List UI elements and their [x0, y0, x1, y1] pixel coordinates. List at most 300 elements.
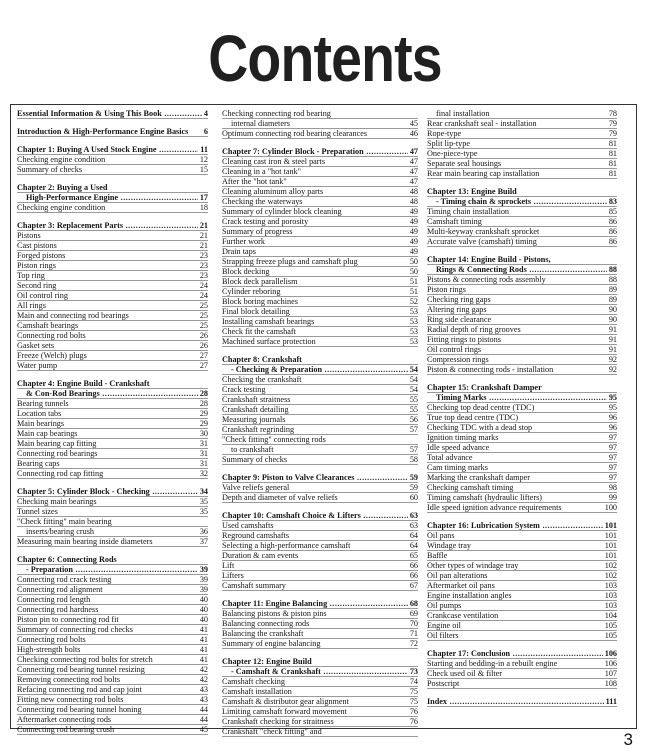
- toc-entry-title: Chapter 12: Engine Build: [222, 657, 312, 666]
- toc-entry: [222, 385, 418, 395]
- toc-entry-page: 39: [199, 585, 208, 594]
- toc-entry-page: 75: [409, 697, 418, 706]
- toc-entry: [427, 679, 617, 689]
- toc-entry-page: 59: [409, 483, 418, 492]
- toc-entry-title: - Checking & Preparation .....: [222, 365, 408, 374]
- toc-entry-title: Crankshaft regrinding: [222, 425, 295, 434]
- toc-chapter-heading: [17, 379, 208, 389]
- toc-entry-title: Rings & Connecting Rods .....: [427, 265, 607, 274]
- toc-entry-title: True top dead centre (TDC): [427, 413, 519, 422]
- toc-chapter-heading: [222, 355, 418, 365]
- toc-entry: [17, 655, 208, 665]
- toc-entry: [222, 435, 418, 445]
- toc-entry-title: Split lip-type: [427, 139, 470, 148]
- toc-entry-title: Crack testing: [222, 385, 266, 394]
- toc-entry-title: Compression rings: [427, 355, 489, 364]
- toc-entry-page: 102: [604, 571, 617, 580]
- toc-entry-title: Fitting rings to pistons: [427, 335, 501, 344]
- toc-entry: [17, 595, 208, 605]
- toc-entry-title: Connecting rod crack testing: [17, 575, 112, 584]
- toc-entry-page: 21: [199, 221, 208, 230]
- toc-entry-page: 99: [608, 493, 617, 502]
- toc-entry-page: 55: [409, 395, 418, 404]
- toc-entry: [222, 307, 418, 317]
- toc-entry-title: Aftermarket oil pans: [427, 581, 495, 590]
- toc-entry-page: 54: [409, 385, 418, 394]
- toc-entry: [17, 665, 208, 675]
- toc-entry-page: [416, 727, 418, 736]
- toc-entry-page: 39: [199, 575, 208, 584]
- toc-entry: [222, 551, 418, 561]
- toc-entry-page: 24: [199, 291, 208, 300]
- toc-entry: [17, 537, 208, 547]
- toc-entry-page: 73: [409, 667, 418, 676]
- toc-entry-page: 48: [409, 197, 418, 206]
- toc-entry: [17, 695, 208, 705]
- toc-entry-page: 101: [604, 541, 617, 550]
- toc-entry-title: Timing camshaft (hydraulic lifters): [427, 493, 542, 502]
- toc-entry-title: Second ring: [17, 281, 57, 290]
- toc-entry-title: Crankshaft checking for straitness: [222, 717, 334, 726]
- toc-entry-page: 97: [608, 463, 617, 472]
- toc-entry-title: Other types of windage tray: [427, 561, 519, 570]
- toc-entry-page: 89: [608, 295, 617, 304]
- toc-entry-page: 59: [409, 473, 418, 482]
- toc-entry-page: 101: [604, 531, 617, 540]
- toc-gap: [427, 641, 617, 649]
- toc-entry-title: Checking engine condition: [17, 155, 106, 164]
- toc-entry: [427, 601, 617, 611]
- toc-entry-page: 86: [608, 237, 617, 246]
- toc-entry-page: 41: [199, 655, 208, 664]
- toc-entry-title: Lifters: [222, 571, 244, 580]
- toc-entry-title: Chapter 8: Crankshaft: [222, 355, 302, 364]
- toc-entry-page: 29: [199, 419, 208, 428]
- toc-entry: [222, 257, 418, 267]
- toc-entry-page: 81: [608, 149, 617, 158]
- toc-entry-page: 41: [199, 635, 208, 644]
- toc-entry-page: [206, 517, 208, 526]
- toc-entry: [17, 459, 208, 469]
- toc-entry-page: [615, 187, 617, 196]
- toc-entry: [427, 669, 617, 679]
- toc-entry: [222, 129, 418, 139]
- toc-chapter-heading: [222, 511, 418, 521]
- toc-entry-title: Camshaft timing: [427, 217, 482, 226]
- toc-entry: [222, 727, 418, 737]
- toc-entry: [222, 207, 418, 217]
- toc-entry-page: 47: [409, 177, 418, 186]
- toc-entry: [427, 561, 617, 571]
- toc-entry-title: Connecting rod hardness: [17, 605, 99, 614]
- toc-entry: [427, 463, 617, 473]
- toc-entry: [427, 493, 617, 503]
- toc-entry-title: Tunnel sizes: [17, 507, 58, 516]
- toc-entry-page: 55: [409, 405, 418, 414]
- toc-entry-page: [206, 379, 208, 388]
- toc-entry: [17, 625, 208, 635]
- toc-entry-page: 103: [604, 581, 617, 590]
- toc-entry-page: 81: [608, 139, 617, 148]
- toc-entry-page: 45: [199, 725, 208, 734]
- toc-entry-title: Chapter 4: Engine Build - Crankshaft: [17, 379, 150, 388]
- toc-entry: [427, 365, 617, 375]
- toc-entry: [17, 261, 208, 271]
- toc-entry: [427, 581, 617, 591]
- toc-entry: [222, 177, 418, 187]
- toc-entry-title: Accurate valve (camshaft) timing: [427, 237, 537, 246]
- toc-entry: [427, 355, 617, 365]
- toc-entry: [222, 455, 418, 465]
- toc-entry-title: Block boring machines: [222, 297, 298, 306]
- toc-entry-page: 25: [199, 311, 208, 320]
- toc-entry-page: 96: [608, 423, 617, 432]
- toc-entry-page: 95: [608, 403, 617, 412]
- toc-entry: [17, 409, 208, 419]
- toc-gap: [222, 465, 418, 473]
- toc-entry-title: Summary of engine balancing: [222, 639, 321, 648]
- toc-entry-page: 67: [409, 581, 418, 590]
- toc-entry-page: [206, 555, 208, 564]
- toc-entry-page: 97: [608, 433, 617, 442]
- toc-entry-page: 91: [608, 325, 617, 334]
- toc-entry-title: Oil pans: [427, 531, 455, 540]
- toc-entry-title: - Preparation .....: [17, 565, 198, 574]
- toc-entry: [427, 305, 617, 315]
- toc-entry-page: 53: [409, 307, 418, 316]
- toc-entry: [17, 507, 208, 517]
- toc-entry-page: 43: [199, 685, 208, 694]
- toc-entry: [427, 591, 617, 601]
- toc-entry-page: 63: [409, 511, 418, 520]
- toc-entry-title: Chapter 5: Cylinder Block - Checking .....: [17, 487, 198, 496]
- toc-entry: [222, 493, 418, 503]
- toc-gap: [427, 375, 617, 383]
- toc-entry-title: Removing connecting rod bolts: [17, 675, 121, 684]
- toc-entry: [222, 327, 418, 337]
- toc-entry-title: Measuring journals: [222, 415, 286, 424]
- toc-entry-title: Refacing connecting rod and cap joint: [17, 685, 142, 694]
- toc-entry-page: 35: [199, 507, 208, 516]
- toc-entry-page: 85: [608, 207, 617, 216]
- toc-entry-title: Aftermarket connecting rods: [17, 715, 112, 724]
- toc-chapter-heading: [427, 255, 617, 265]
- toc-entry: [17, 605, 208, 615]
- toc-entry-title: Lift: [222, 561, 235, 570]
- toc-entry: [17, 517, 208, 527]
- toc-entry-page: 104: [604, 611, 617, 620]
- contents-column-2: [222, 109, 418, 737]
- toc-entry-page: 36: [199, 527, 208, 536]
- toc-entry-page: 103: [604, 601, 617, 610]
- toc-entry-title: Summary of progress: [222, 227, 293, 236]
- toc-entry-page: 52: [409, 297, 418, 306]
- toc-entry-title: Chapter 1: Buying A Used Stock Engine .....: [17, 145, 198, 154]
- toc-entry-title: Pistons & connecting rods assembly: [427, 275, 546, 284]
- toc-entry-page: 96: [608, 413, 617, 422]
- toc-entry-page: 79: [608, 119, 617, 128]
- toc-entry: [17, 715, 208, 725]
- toc-entry: [17, 341, 208, 351]
- toc-entry-title: Crankcase ventilation: [427, 611, 499, 620]
- toc-entry: [222, 157, 418, 167]
- toc-entry: [17, 301, 208, 311]
- contents-column-3: [427, 109, 617, 707]
- toc-entry: [17, 449, 208, 459]
- toc-entry-title: Oil filters: [427, 631, 459, 640]
- toc-chapter-heading: [17, 109, 208, 119]
- toc-entry-page: 106: [604, 649, 617, 658]
- toc-entry-title: Valve reliefs general: [222, 483, 290, 492]
- toc-entry-title: Used camshafts: [222, 521, 274, 530]
- toc-chapter-heading: [222, 473, 418, 483]
- toc-entry-title: Cleaning in a "hot tank": [222, 167, 301, 176]
- toc-entry-title: Camshaft & distributor gear alignment: [222, 697, 349, 706]
- page-title: Contents: [208, 21, 442, 95]
- toc-entry: [427, 659, 617, 669]
- toc-entry-page: 71: [409, 629, 418, 638]
- toc-chapter-heading: [427, 265, 617, 275]
- toc-entry: [222, 687, 418, 697]
- toc-entry-title: Final block detailing: [222, 307, 290, 316]
- toc-entry-title: Check fit the camshaft: [222, 327, 296, 336]
- toc-entry: [17, 429, 208, 439]
- toc-entry-title: Top ring: [17, 271, 45, 280]
- toc-entry: [17, 675, 208, 685]
- toc-entry-page: 27: [199, 361, 208, 370]
- toc-entry-title: Checking engine condition: [17, 203, 106, 212]
- toc-entry-title: Chapter 16: Lubrication System .....: [427, 521, 603, 530]
- toc-entry-title: Oil control rings: [427, 345, 482, 354]
- toc-entry-title: final installation: [436, 109, 490, 118]
- toc-entry-title: Gasket sets: [17, 341, 55, 350]
- toc-entry-title: Windage tray: [427, 541, 471, 550]
- toc-entry-title: Summary of checks: [17, 165, 83, 174]
- toc-entry: [427, 551, 617, 561]
- toc-entry: [222, 167, 418, 177]
- toc-entry: [427, 237, 617, 247]
- toc-entry-title: Pistons: [17, 231, 41, 240]
- toc-entry: [222, 521, 418, 531]
- toc-entry-page: 26: [199, 331, 208, 340]
- toc-entry: [222, 227, 418, 237]
- toc-entry-page: 88: [608, 275, 617, 284]
- toc-entry-page: 12: [199, 155, 208, 164]
- toc-entry-page: 105: [604, 621, 617, 630]
- toc-entry: [427, 443, 617, 453]
- toc-entry: [222, 571, 418, 581]
- toc-chapter-heading: [222, 365, 418, 375]
- toc-entry-title: Further work: [222, 237, 265, 246]
- toc-entry: [17, 725, 208, 735]
- toc-entry: [222, 405, 418, 415]
- toc-entry: [427, 503, 617, 513]
- toc-entry-title: Checking the crankshaft: [222, 375, 302, 384]
- toc-gap: [17, 175, 208, 183]
- toc-entry: [222, 541, 418, 551]
- toc-entry-page: 35: [199, 497, 208, 506]
- toc-entry-page: 107: [604, 669, 617, 678]
- toc-entry-title: Checking TDC with a dead stop: [427, 423, 533, 432]
- toc-entry-page: 34: [199, 487, 208, 496]
- toc-entry: [427, 169, 617, 179]
- toc-entry-page: 23: [199, 251, 208, 260]
- toc-entry: [17, 419, 208, 429]
- toc-entry-title: Camshaft installation: [222, 687, 292, 696]
- toc-entry: [427, 129, 617, 139]
- toc-gap: [427, 513, 617, 521]
- toc-entry-title: Marking the crankshaft damper: [427, 473, 530, 482]
- toc-entry-title: Bearing tunnels: [17, 399, 69, 408]
- toc-entry-page: 40: [199, 595, 208, 604]
- toc-entry-title: Crankshaft detailing: [222, 405, 289, 414]
- toc-entry: [222, 287, 418, 297]
- toc-entry-page: 30: [199, 429, 208, 438]
- toc-entry-page: 81: [608, 159, 617, 168]
- toc-entry-title: Timing chain installation: [427, 207, 510, 216]
- toc-entry-title: Balancing pistons & piston pins: [222, 609, 327, 618]
- toc-entry-title: Check used oil & filter: [427, 669, 503, 678]
- toc-entry-title: Piston rings: [427, 285, 466, 294]
- toc-entry: [222, 445, 418, 455]
- toc-entry-title: Chapter 7: Cylinder Block - Preparation .....: [222, 147, 408, 156]
- toc-entry-page: 54: [409, 365, 418, 374]
- toc-entry-page: 17: [199, 193, 208, 202]
- toc-entry: [222, 425, 418, 435]
- toc-entry-title: Fitting new connecting rod bolts: [17, 695, 124, 704]
- toc-entry-title: Chapter 10: Camshaft Choice & Lifters .....: [222, 511, 408, 520]
- toc-entry-title: Checking connecting rod bearing: [222, 109, 331, 118]
- toc-entry-page: 76: [409, 707, 418, 716]
- toc-entry-title: Chapter 11: Engine Balancing .....: [222, 599, 408, 608]
- toc-entry-page: 83: [608, 197, 617, 206]
- toc-entry-page: 11: [200, 145, 208, 154]
- toc-gap: [427, 179, 617, 187]
- toc-entry: [427, 433, 617, 443]
- toc-entry-page: 47: [409, 167, 418, 176]
- toc-entry: [222, 237, 418, 247]
- toc-entry: [17, 635, 208, 645]
- toc-entry-title: Cylinder reboring: [222, 287, 281, 296]
- toc-entry-page: 32: [199, 469, 208, 478]
- toc-entry-title: Chapter 6: Connecting Rods: [17, 555, 117, 564]
- toc-entry-title: Starting and bedding-in a rebuilt engine: [427, 659, 558, 668]
- toc-entry-title: Engine installation angles: [427, 591, 512, 600]
- toc-entry-page: 72: [409, 639, 418, 648]
- toc-entry: [222, 375, 418, 385]
- toc-entry-title: - Camshaft & Crankshaft .....: [222, 667, 408, 676]
- toc-entry-page: 105: [604, 631, 617, 640]
- toc-entry-title: Cleaning aluminum alloy parts: [222, 187, 324, 196]
- toc-gap: [222, 503, 418, 511]
- toc-entry-page: [416, 109, 418, 118]
- toc-entry-page: [416, 657, 418, 666]
- toc-entry-page: 51: [409, 277, 418, 286]
- toc-entry-page: 42: [199, 665, 208, 674]
- page-number: 3: [623, 730, 633, 749]
- toc-entry-page: 25: [199, 321, 208, 330]
- toc-entry-title: - Timing chain & sprockets .....: [427, 197, 607, 206]
- toc-entry: [427, 119, 617, 129]
- toc-gap: [17, 547, 208, 555]
- toc-entry: [427, 453, 617, 463]
- toc-entry-title: Main bearings: [17, 419, 65, 428]
- toc-entry-title: "Check fitting" connecting rods: [222, 435, 326, 444]
- toc-entry-page: 108: [604, 679, 617, 688]
- toc-entry-title: Connecting rod bolts: [17, 331, 86, 340]
- toc-entry-page: 97: [608, 443, 617, 452]
- toc-entry: [427, 109, 617, 119]
- toc-entry: [427, 631, 617, 641]
- toc-entry-page: 69: [409, 609, 418, 618]
- toc-entry-title: Checking the waterways: [222, 197, 303, 206]
- toc-entry: [17, 165, 208, 175]
- toc-entry-page: 66: [409, 561, 418, 570]
- toc-entry-page: 31: [199, 449, 208, 458]
- toc-entry-title: Ring side clearance: [427, 315, 492, 324]
- toc-entry: [222, 337, 418, 347]
- toc-entry-page: 47: [409, 157, 418, 166]
- toc-entry: [222, 395, 418, 405]
- toc-chapter-heading: [17, 127, 208, 137]
- toc-gap: [222, 591, 418, 599]
- toc-entry-title: Total advance: [427, 453, 473, 462]
- toc-chapter-heading: [222, 657, 418, 667]
- toc-entry-page: 27: [199, 351, 208, 360]
- toc-entry-page: 46: [409, 129, 418, 138]
- toc-entry-page: 40: [199, 605, 208, 614]
- toc-entry-title: Installing camshaft bearings: [222, 317, 315, 326]
- toc-entry-title: Radial depth of ring grooves: [427, 325, 521, 334]
- toc-entry-page: 50: [409, 257, 418, 266]
- toc-entry-page: 88: [608, 265, 617, 274]
- toc-chapter-heading: [427, 393, 617, 403]
- toc-chapter-heading: [222, 667, 418, 677]
- toc-entry-title: Chapter 15: Crankshaft Damper: [427, 383, 542, 392]
- toc-entry-title: Connecting rod bolts: [17, 635, 86, 644]
- toc-entry-page: 102: [604, 561, 617, 570]
- toc-entry: [427, 335, 617, 345]
- toc-entry-page: 98: [608, 483, 617, 492]
- toc-entry: [222, 609, 418, 619]
- toc-gap: [222, 139, 418, 147]
- toc-entry-title: Connecting rod cap fitting: [17, 469, 104, 478]
- toc-entry-page: 26: [199, 341, 208, 350]
- toc-entry-page: 49: [409, 237, 418, 246]
- toc-entry-page: 31: [199, 439, 208, 448]
- toc-entry: [222, 187, 418, 197]
- toc-chapter-heading: [427, 187, 617, 197]
- toc-entry-title: Connecting rod bearings: [17, 449, 98, 458]
- toc-entry: [17, 251, 208, 261]
- toc-entry-title: Duration & cam events: [222, 551, 299, 560]
- toc-entry-page: 25: [199, 301, 208, 310]
- toc-entry-page: 79: [608, 129, 617, 138]
- toc-entry-title: Machined surface protection: [222, 337, 316, 346]
- toc-chapter-heading: [17, 221, 208, 231]
- toc-entry-page: 42: [199, 675, 208, 684]
- toc-entry: [17, 281, 208, 291]
- toc-entry: [222, 415, 418, 425]
- toc-entry: [17, 155, 208, 165]
- toc-entry-title: Connecting rod bearing tunnel honing: [17, 705, 142, 714]
- toc-entry-title: Checking main bearings: [17, 497, 97, 506]
- toc-entry-title: Ignition timing marks: [427, 433, 499, 442]
- toc-entry: [222, 297, 418, 307]
- toc-entry-page: [615, 383, 617, 392]
- toc-entry-page: [615, 255, 617, 264]
- toc-entry: [427, 413, 617, 423]
